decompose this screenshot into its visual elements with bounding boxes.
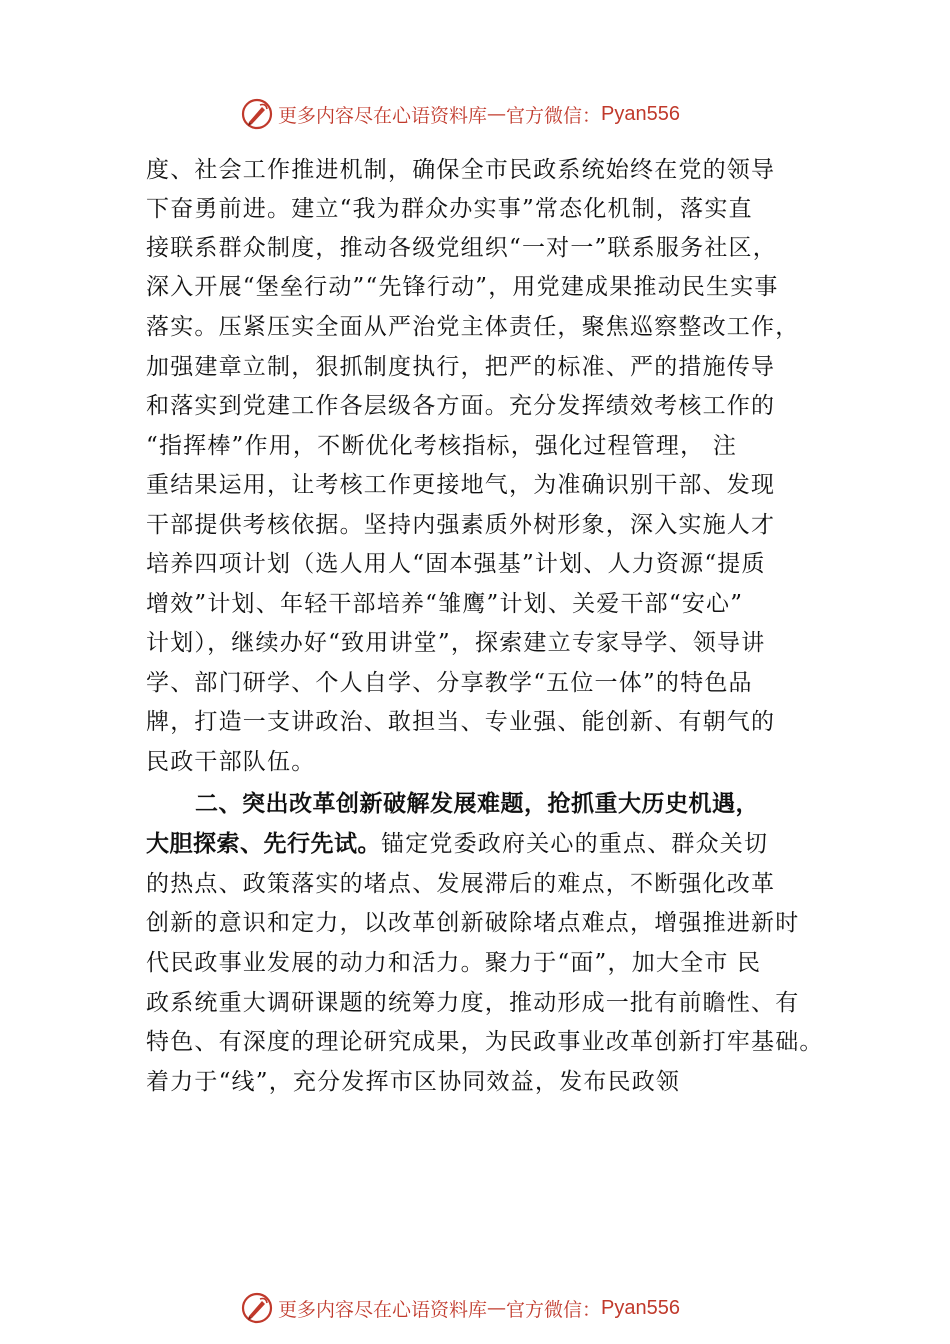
text-line: 度、社会工作推进机制，确保全市民政系统始终在党的领导	[146, 157, 776, 183]
header-account: Pyan556	[601, 102, 680, 125]
pen-logo-icon	[240, 97, 274, 131]
header-separator: —	[487, 103, 507, 125]
text-line: 计划），继续办好“致用讲堂”，探索建立专家导学、领导讲	[146, 630, 766, 656]
footer-separator: —	[487, 1297, 507, 1319]
text-line: 下奋勇前进。建立“我为群众办实事”常态化机制，落实直	[146, 196, 753, 222]
text-line: 特色、有深度的理论研究成果，为民政事业改革创新打牢基础。	[146, 1029, 824, 1055]
text-line: 深入开展“堡垒行动”“先锋行动”，用党建成果推动民生实事	[146, 274, 779, 300]
footer-wechat-label: 官方微信：	[506, 1298, 602, 1321]
text-line: 培养四项计划（选人用人“固本强基”计划、人力资源“提质	[146, 551, 766, 577]
text-line: 接联系群众制度，推动各级党组织“一对一”联系服务社区，	[146, 235, 777, 261]
footer-account: Pyan556	[601, 1296, 680, 1319]
text-line: 着力于“线”，充分发挥市区协同效益，发布民政领	[146, 1069, 681, 1095]
footer-brand-text: 更多内容尽在心语资料库	[278, 1298, 488, 1321]
text-line: “指挥棒”作用，不断优化考核指标，强化过程管理， 注	[146, 433, 738, 459]
header-wechat-label: 官方微信：	[506, 104, 602, 127]
footer-banner	[240, 1290, 680, 1326]
text-line: 增效”计划、年轻干部培养“雏鹰”计划、关爱干部“安心”	[146, 591, 744, 617]
section-text-start: 锚定党委政府关心的重点、群众关切	[381, 831, 769, 857]
text-line: 代民政事业发展的动力和活力。聚力于“面”，加大全市 民	[146, 950, 762, 976]
text-line: 政系统重大调研课题的统筹力度，推动形成一批有前瞻性、有	[146, 990, 800, 1016]
text-line: 牌，打造一支讲政治、敢担当、专业强、能创新、有朝气的	[146, 709, 776, 735]
text-line: 重结果运用，让考核工作更接地气，为准确识别干部、发现	[146, 472, 776, 498]
text-line: 加强建章立制，狠抓制度执行，把严的标准、严的措施传导	[146, 354, 776, 380]
pen-logo-icon	[240, 1291, 274, 1325]
section-heading: 二、突出改革创新破解发展难题，抢抓重大历史机遇，	[195, 791, 759, 817]
text-line: 干部提供考核依据。坚持内强素质外树形象，深入实施人才	[146, 512, 776, 538]
section-heading-continuation	[146, 824, 768, 864]
text-line: 和落实到党建工作各层级各方面。充分发挥绩效考核工作的	[146, 393, 776, 419]
text-line: 落实。压紧压实全面从严治党主体责任，聚焦巡察整改工作，	[146, 314, 800, 340]
text-line: 创新的意识和定力，以改革创新破除堵点难点，增强推进新时	[146, 910, 800, 936]
text-line: 学、部门研学、个人自学、分享教学“五位一体”的特色品	[146, 670, 753, 696]
header-banner	[240, 96, 680, 132]
section-heading-bold-tail: 大胆探索、先行先试。	[146, 831, 381, 857]
text-line: 民政干部队伍。	[146, 749, 316, 775]
header-brand-text: 更多内容尽在心语资料库	[278, 104, 488, 127]
text-line: 的热点、政策落实的堵点、发展滞后的难点，不断强化改革	[146, 871, 776, 897]
